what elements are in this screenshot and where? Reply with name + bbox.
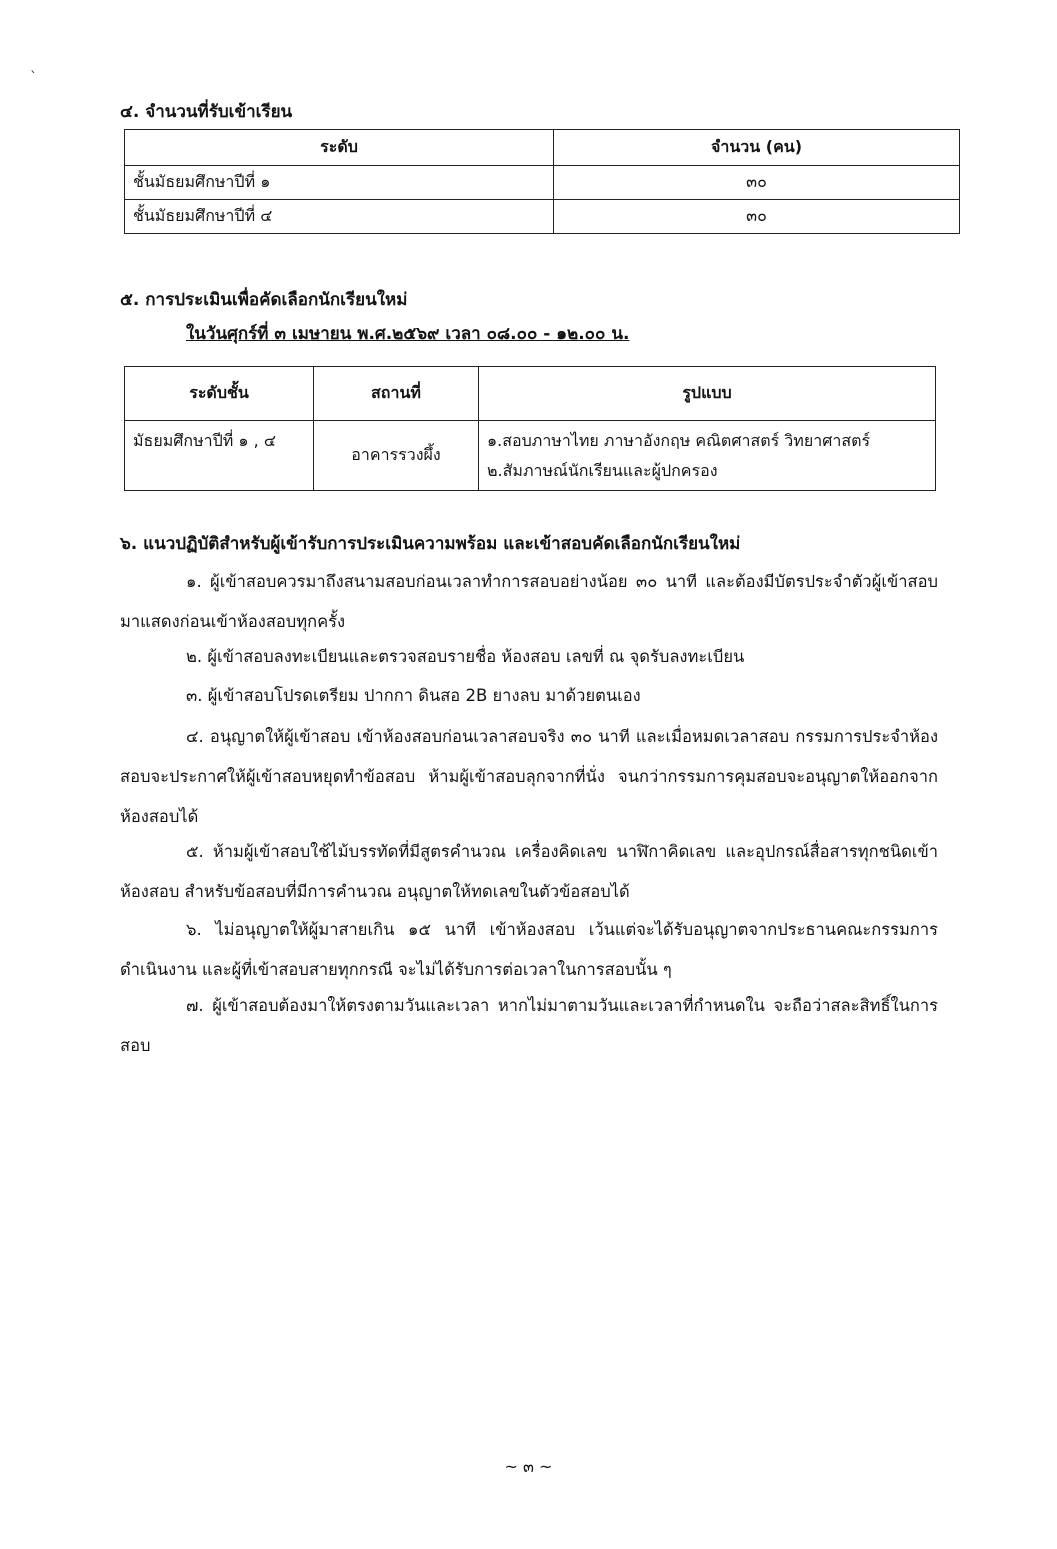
guideline-item: ๑. ผู้เข้าสอบควรมาถึงสนามสอบก่อนเวลาทำการสอบอย่างน้อย ๓๐ นาที และต้องมีบัตรประจำตัวผู้เข้าสอบ มาแสดงก่อนเข้าห้องสอบทุกครั้ง xyxy=(120,572,938,631)
header-level: ระดับชั้น xyxy=(125,367,314,421)
row-level: ชั้นมัธยมศึกษาปีที่ ๑ xyxy=(125,166,554,200)
table-row xyxy=(125,166,960,200)
guideline-item: ๗. ผู้เข้าสอบต้องมาให้ตรงตามวันและเวลา หากไม่มาตามวันและเวลาที่กำหนดใน จะถือว่าสละสิทธิ์ในการสอบ xyxy=(120,996,938,1055)
row-place: อาคารรวงผึ้ง xyxy=(314,421,479,491)
header-level: ระดับ xyxy=(125,130,554,166)
table-header-row xyxy=(125,130,960,166)
header-place: สถานที่ xyxy=(314,367,479,421)
page-number: ~ ๓ ~ xyxy=(504,1457,553,1476)
header-count: จำนวน (คน) xyxy=(554,130,960,166)
assessment-table xyxy=(124,366,936,491)
row-level: มัธยมศึกษาปีที่ ๑ , ๔ xyxy=(125,421,314,491)
guideline-item: ๔. อนุญาตให้ผู้เข้าสอบ เข้าห้องสอบก่อนเวลาสอบจริง ๓๐ นาที และเมื่อหมดเวลาสอบ กรรมการประจำห้องสอบจะประกาศให้ผู้เข้าสอบหยุดทำข้อสอบ ห้ามผู้เข้าสอบลุกจากที่นั่ง จนกว่ากรรมการคุมสอบจะอนุญาตให้ออกจากห้องสอบได้ xyxy=(120,727,938,826)
exam-date-line: ในวันศุกร์ที่ ๓ เมษายน พ.ศ.๒๕๖๙ เวลา ๐๘.๐๐ - ๑๒.๐๐ น. xyxy=(186,324,630,344)
row-format xyxy=(479,421,936,491)
guideline-item: ๓. ผู้เข้าสอบโปรดเตรียม ปากกา ดินสอ 2B ยางลบ มาด้วยตนเอง xyxy=(186,686,641,705)
row-level: ชั้นมัธยมศึกษาปีที่ ๔ xyxy=(125,200,554,234)
guideline-item: ๒. ผู้เข้าสอบลงทะเบียนและตรวจสอบรายชื่อ ห้องสอบ เลขที่ ณ จุดรับลงทะเบียน xyxy=(186,647,745,666)
guideline-item: ๖. ไม่อนุญาตให้ผู้มาสายเกิน ๑๕ นาที เข้าห้องสอบ เว้นแต่จะได้รับอนุญาตจากประธานคณะกรรมการดำเนินงาน และผู้ที่เข้าสอบสายทุกกรณี จะไม่ได้รับการต่อเวลาในการสอบนั้น ๆ xyxy=(120,920,938,979)
section6-title: ๖. แนวปฏิบัติสำหรับผู้เข้ารับการประเมินความพร้อม และเข้าสอบคัดเลือกนักเรียนใหม่ xyxy=(120,534,741,554)
enrollment-table xyxy=(124,129,960,234)
table-row xyxy=(125,200,960,234)
row-count: ๓๐ xyxy=(554,166,960,200)
guideline-item: ๕. ห้ามผู้เข้าสอบใช้ไม้บรรทัดที่มีสูตรคำนวณ เครื่องคิดเลข นาฬิกาคิดเลข และอุปกรณ์สื่อสารทุกชนิดเข้าห้องสอบ สำหรับข้อสอบที่มีการคำนวณ อนุญาตให้ทดเลขในตัวข้อสอบได้ xyxy=(120,842,938,901)
table-row xyxy=(125,421,936,491)
format-item: ๑.สอบภาษาไทย ภาษาอังกฤษ คณิตศาสตร์ วิทยาศาสตร์ xyxy=(487,430,871,450)
table-header-row xyxy=(125,367,936,421)
scan-mark: ` xyxy=(30,70,37,86)
section4-title: ๔. จำนวนที่รับเข้าเรียน xyxy=(120,102,293,122)
row-count: ๓๐ xyxy=(554,200,960,234)
header-format: รูปแบบ xyxy=(479,367,936,421)
section5-title: ๕. การประเมินเพื่อคัดเลือกนักเรียนใหม่ xyxy=(120,290,408,310)
format-item: ๒.สัมภาษณ์นักเรียนและผู้ปกครอง xyxy=(487,460,718,480)
